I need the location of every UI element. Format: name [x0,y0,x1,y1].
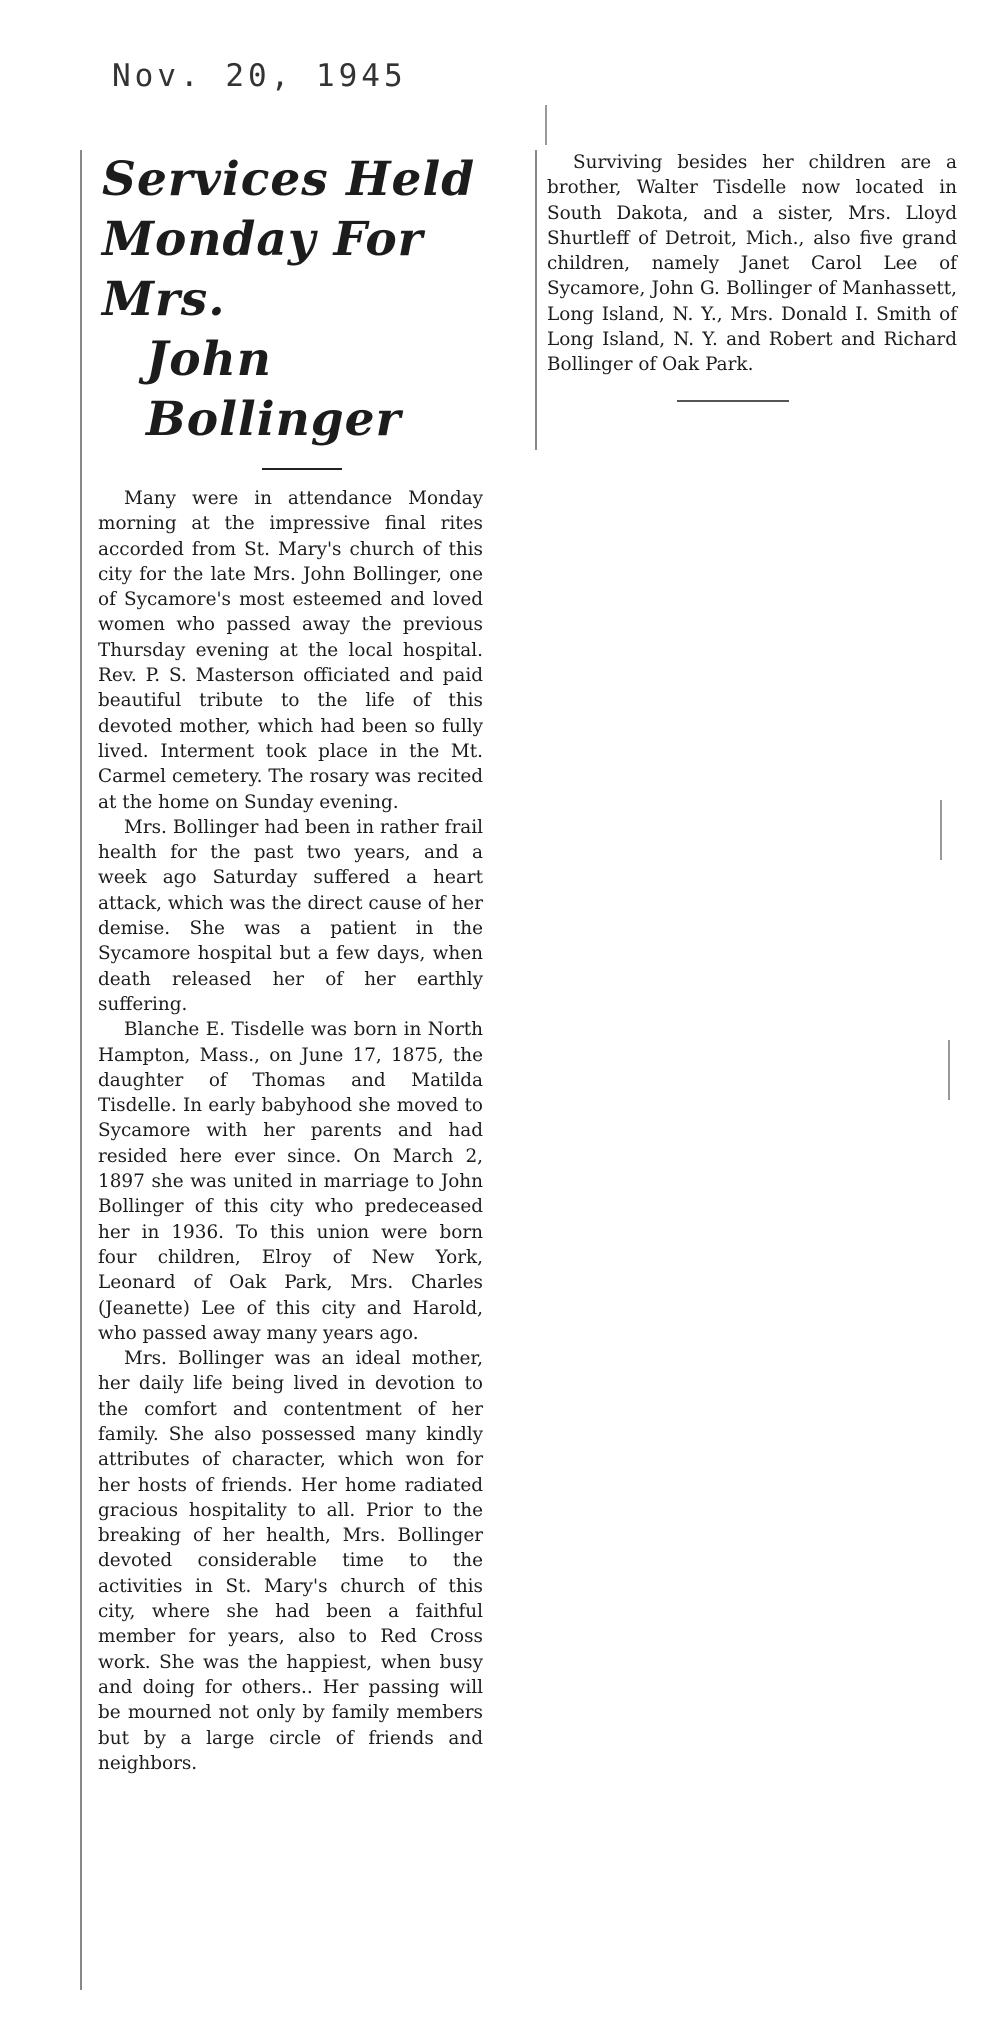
headline [102,150,487,450]
left-column [80,150,487,1990]
headline-line-2: Monday For Mrs. [102,212,424,327]
paragraph-health: Mrs. Bollinger had been in rather frail health for the past two years, and a week ago Saturday suffered a heart attack, which was the direct cause of her demise. She was a patient in the Sycamore hospital but a few days, when death released her of her earthly suffering. [98,816,483,1015]
headline-line-3: John Bollinger [146,332,402,447]
scan-mark [948,1040,950,1100]
headline-line-1: Services Held [102,152,476,207]
paragraph-biography: Blanche E. Tisdelle was born in North Hampton, Mass., on June 17, 1875, the daughter of Thomas and Matilda Tisdelle. In early babyhood she moved to Sycamore with her parents and had resided here ever since. On March 2, 1897 she was united in marriage to John Bollinger of this city who predeceased her in 1936. To this union were born four children, Elroy of New York, Leonard of Oak Park, Mrs. Charles (Jeanette) Lee of this city and Harold, who passed away many years ago. [98,1019,483,1344]
paragraph-services: Many were in attendance Monday morning at the impressive final rites accorded from St. Mary's church of this city for the late Mrs. John Bollinger, one of Sycamore's most esteemed and loved women who passed away the previous Thursday evening at the local hospital. Rev. P. S. Masterson officiated and paid beautiful tribute to the life of this devoted mother, which had been so fully lived. Interment took place in the Mt. Carmel cemetery. The rosary was recited at the home on Sunday evening. [98,488,483,813]
right-column [535,150,967,450]
survivors-body [547,150,957,378]
article-body [98,486,483,1776]
scan-mark [940,800,942,860]
scan-mark [545,105,547,145]
end-divider [677,400,789,402]
dateline: Nov. 20, 1945 [112,58,407,94]
paragraph-character: Mrs. Bollinger was an ideal mother, her daily life being lived in devotion to the comfort and contentment of her family. She also possessed many kindly attributes of character, which won for her hosts of friends. Her home radiated gracious hospitality to all. Prior to the breaking of her health, Mrs. Bollinger devoted considerable time to the activities in St. Mary's church of this city, where she had been a faithful member for years, also to Red Cross work. She was the happiest, when busy and doing for others.. Her passing will be mourned not only by family members but by a large circle of friends and neighbors. [98,1348,483,1774]
headline-divider [262,468,342,470]
paragraph-survivors: Surviving besides her children are a brother, Walter Tisdelle now located in South Dakota, and a sister, Mrs. Lloyd Shurtleff of Detroit, Mich., also five grand children, namely Janet Carol Lee of Sycamore, John G. Bollinger of Manhassett, Long Island, N. Y., Mrs. Donald I. Smith of Long Island, N. Y. and Robert and Richard Bollinger of Oak Park. [547,152,957,376]
